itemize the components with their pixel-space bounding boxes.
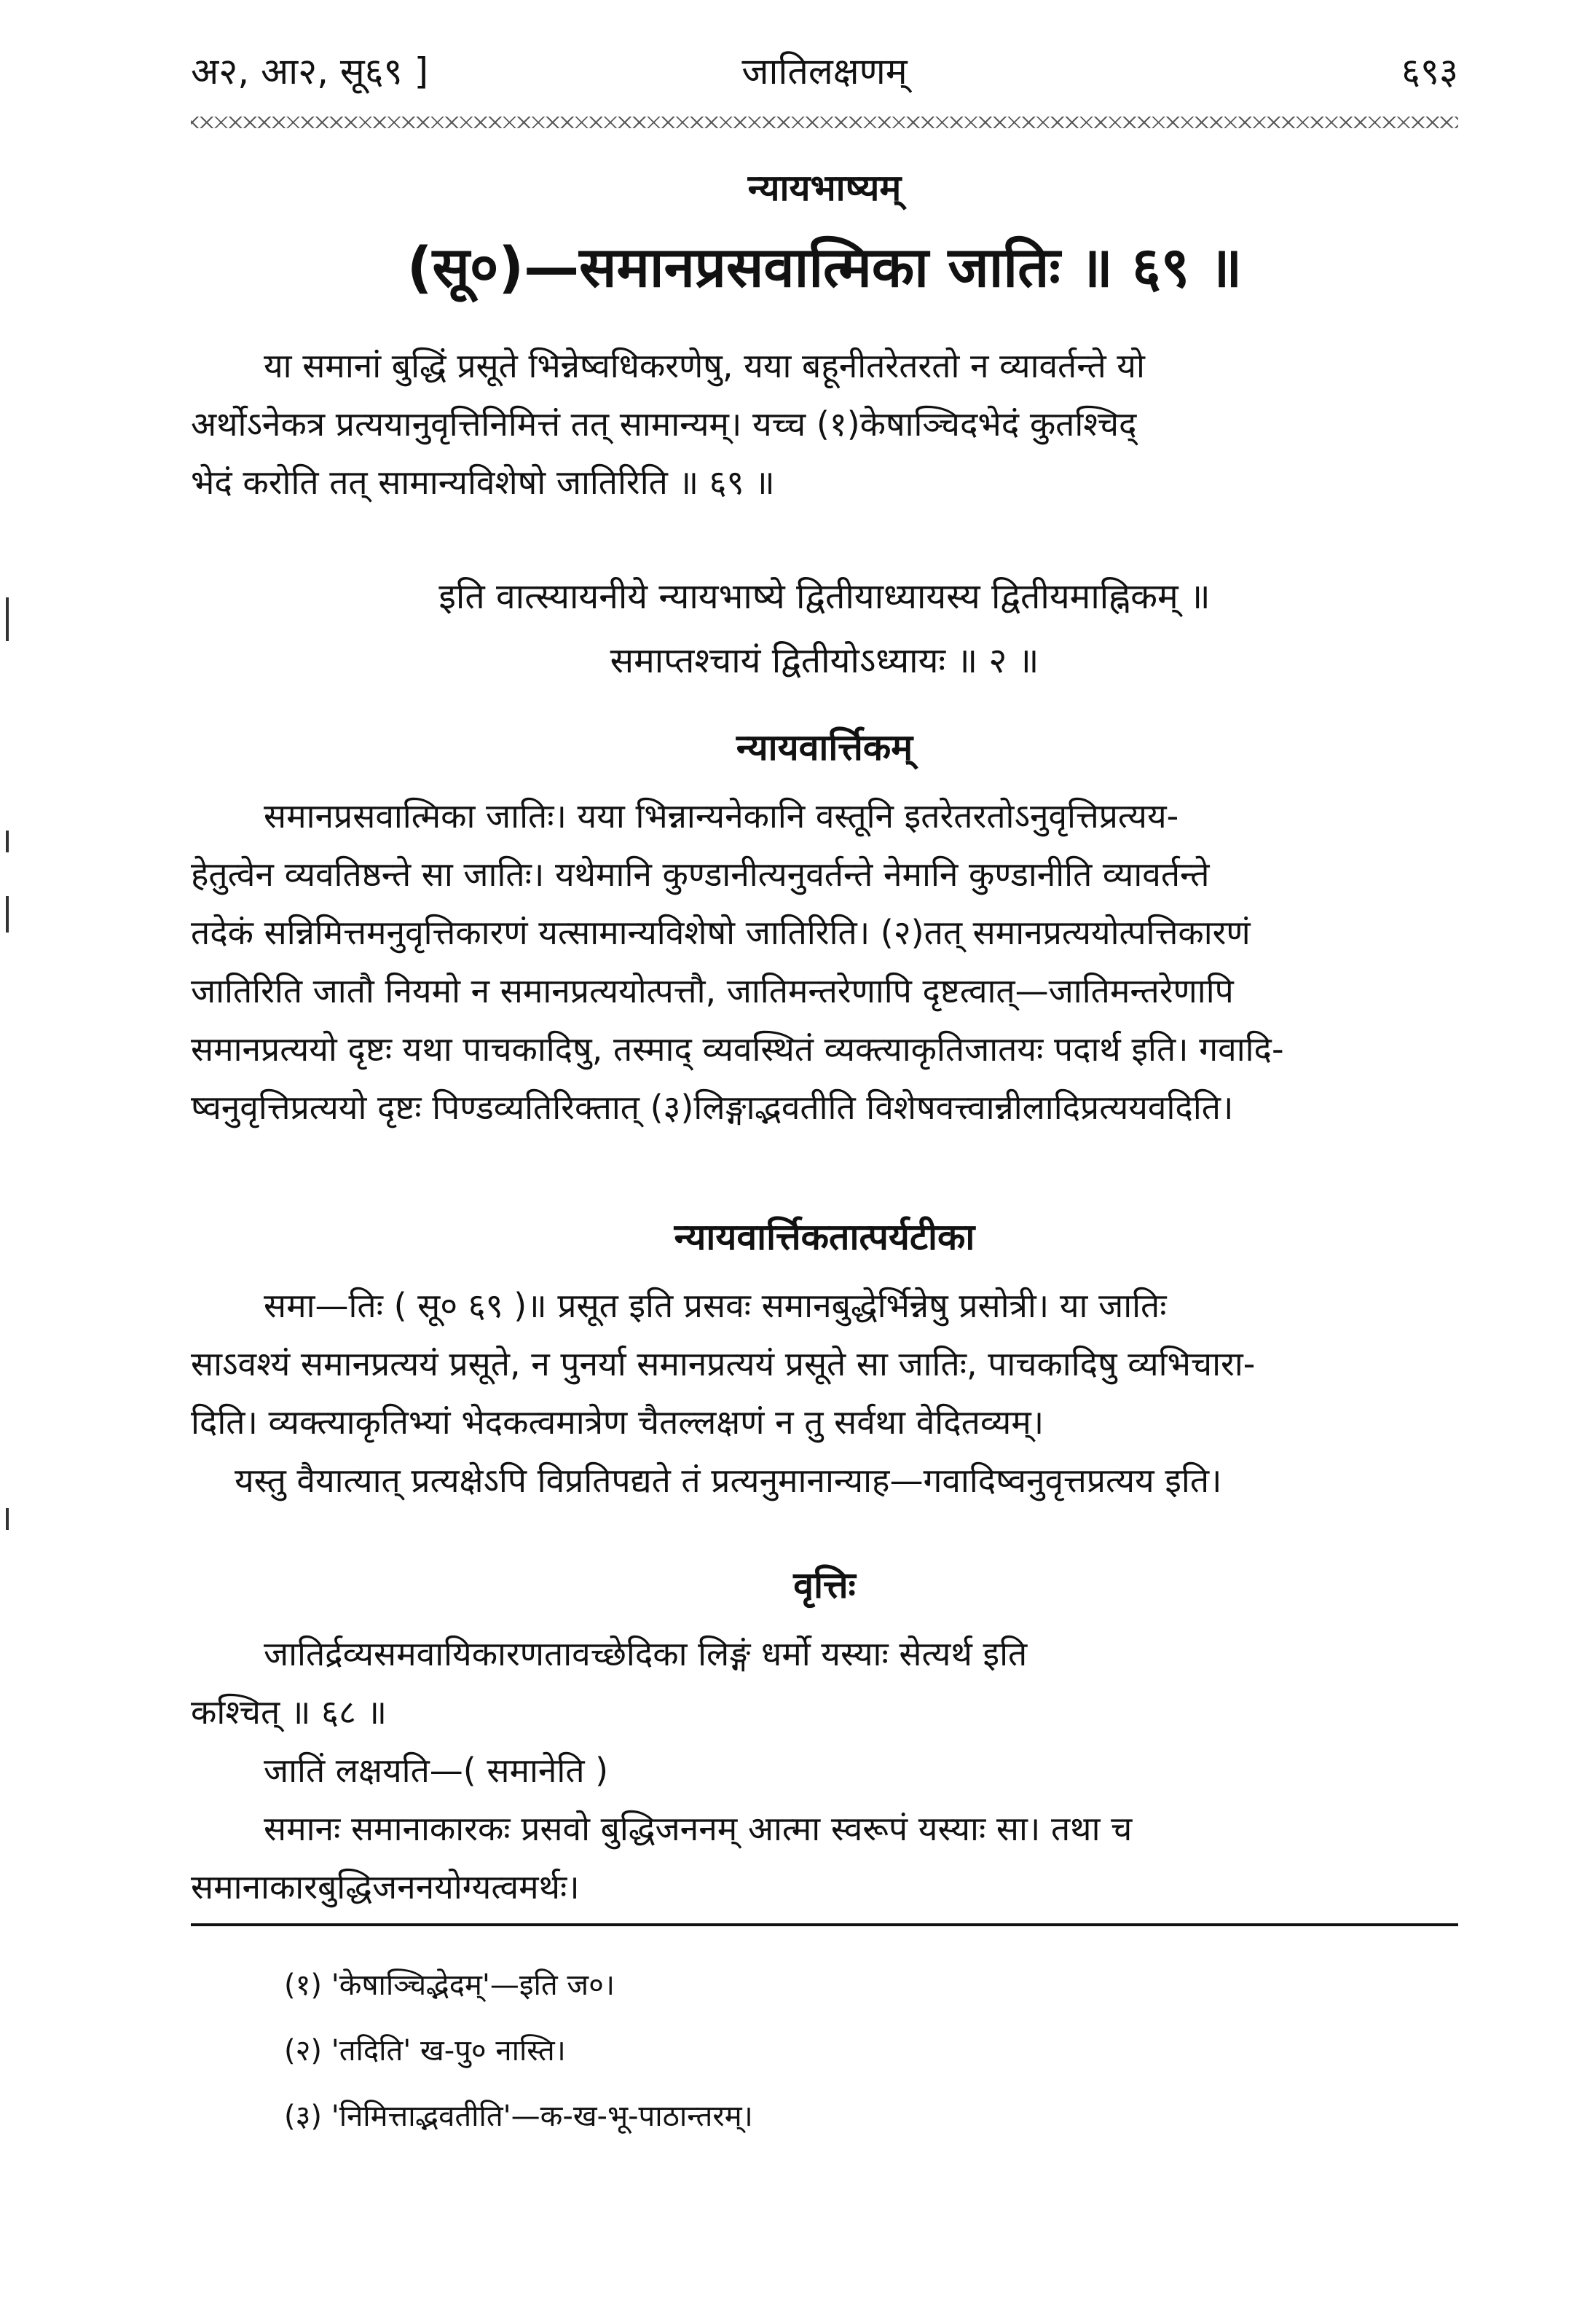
scan-margin-mark bbox=[6, 831, 9, 852]
tika-line: दिति। व्यक्त्याकृतिभ्यां भेदकत्वमात्रेण चैतल्लक्षणं न तु सर्वथा वेदितव्यम्। bbox=[191, 1402, 1044, 1442]
running-header bbox=[191, 42, 1458, 101]
vritti-paragraph bbox=[191, 1625, 1458, 1916]
tika-paragraph bbox=[191, 1276, 1458, 1510]
section-heading-tika: न्यायवार्त्तिकतात्पर्यटीका bbox=[674, 1216, 975, 1258]
header-title: जातिलक्षणम् bbox=[741, 50, 908, 93]
tika-line: समा—तिः ( सू० ६९ )॥ प्रसूत इति प्रसवः समानबुद्धेर्भिन्नेषु प्रसोत्री। या जातिः bbox=[264, 1286, 1167, 1325]
vartika-line: तदेकं सन्निमित्तमनुवृत्तिकारणं यत्सामान्यविशेषो जातिरिति। (२)तत् समानप्रत्ययोत्पत्तिकारणं bbox=[191, 913, 1251, 952]
vartika-line: हेतुत्वेन व्यवतिष्ठन्ते सा जातिः। यथेमानि कुण्डानीत्यनुवर्तन्ते नेमानि कुण्डानीति व्यावर्तन्ते bbox=[191, 855, 1210, 894]
vartika-line: समानप्रसवात्मिका जातिः। यया भिन्नान्यनेकानि वस्तूनि इतरेतरतोऽनुवृत्तिप्रत्यय- bbox=[264, 796, 1179, 836]
tika-line: यस्तु वैयात्यात् प्रत्यक्षेऽपि विप्रतिपद्यते तं प्रत्यनुमानान्याह—गवादिष्वनुवृत्तप्रत्यय इति। bbox=[235, 1461, 1222, 1500]
scan-margin-mark bbox=[6, 896, 9, 933]
colophon-line: समाप्तश्चायं द्वितीयोऽध्यायः ॥ २ ॥ bbox=[610, 640, 1039, 681]
vartika-line: ष्वनुवृत्तिप्रत्ययो दृष्टः पिण्डव्यतिरिक्तात् (३)लिङ्गाद्भवतीति विशेषवत्त्वान्नीलादिप्रत्ययवदिति। bbox=[191, 1088, 1234, 1127]
section-heading-vartika: न्यायवार्त्तिकम् bbox=[736, 726, 913, 769]
colophon-line: इति वात्स्यायनीये न्यायभाष्ये द्वितीयाध्यायस्य द्वितीयमाह्निकम् ॥ bbox=[438, 576, 1211, 617]
vritti-line: जातिर्द्रव्यसमवायिकारणतावच्छेदिका लिङ्गं धर्मो यस्याः सेत्यर्थ इति bbox=[264, 1634, 1028, 1673]
vartika-line: समानप्रत्ययो दृष्टः यथा पाचकादिषु, तस्माद् व्यवस्थितं व्यक्त्याकृतिजातयः पदार्थ इति। गवादि- bbox=[191, 1029, 1284, 1069]
footnotes bbox=[284, 1952, 1449, 2149]
vritti-line: समानः समानाकारकः प्रसवो बुद्धिजननम् आत्मा स्वरूपं यस्याः सा। तथा च bbox=[264, 1809, 1133, 1848]
scan-margin-mark bbox=[6, 1508, 9, 1530]
footnote: (२) 'तदिति' ख-पु० नास्ति। bbox=[284, 2034, 566, 2068]
vartika-paragraph bbox=[191, 787, 1458, 1137]
tika-line: साऽवश्यं समानप्रत्ययं प्रसूते, न पुनर्या समानप्रत्ययं प्रसूते सा जातिः, पाचकादिषु व्यभिचारा- bbox=[191, 1344, 1256, 1383]
bhashya-line: या समानां बुद्धिं प्रसूते भिन्नेष्वधिकरणेषु, यया बहूनीतरेतरतो न व्यावर्तन्ते यो bbox=[264, 346, 1145, 385]
bhashya-line: भेदं करोति तत् सामान्यविशेषो जातिरिति ॥ ६९ ॥ bbox=[191, 463, 775, 502]
header-reference: अ२, आ२, सू६९ ] bbox=[191, 50, 429, 93]
vritti-line: समानाकारबुद्धिजननयोग्यत्वमर्थः। bbox=[191, 1867, 580, 1907]
sutra-title: (सू०)—समानप्रसवात्मिका जातिः ॥ ६९ ॥ bbox=[406, 235, 1243, 299]
bhashya-paragraph bbox=[191, 337, 1458, 511]
vritti-line: जातिं लक्षयति—( समानेति ) bbox=[264, 1751, 609, 1790]
bhashya-line: अर्थोऽनेकत्र प्रत्ययानुवृत्तिनिमित्तं तत् सामान्यम्। यच्च (१)केषाञ्चिदभेदं कुतश्चिद् bbox=[191, 404, 1137, 444]
section-heading-vritti: वृत्तिः bbox=[793, 1564, 856, 1606]
scan-margin-mark bbox=[6, 597, 9, 641]
section-heading-bhashya: न्यायभाष्यम् bbox=[747, 167, 902, 209]
footnote: (१) 'केषाञ्चिद्भेदम्'—इति ज०। bbox=[284, 1968, 615, 2002]
page-number: ६९३ bbox=[1401, 50, 1458, 93]
vartika-line: जातिरिति जातौ नियमो न समानप्रत्ययोत्पत्तौ, जातिमन्तरेणापि दृष्टत्वात्—जातिमन्तरेणापि bbox=[191, 971, 1234, 1010]
header-wavy-rule bbox=[191, 117, 1458, 128]
footnote: (३) 'निमित्ताद्भवतीति'—क-ख-भू-पाठान्तरम्। bbox=[284, 2100, 753, 2133]
footnote-rule bbox=[191, 1923, 1458, 1926]
vritti-line: कश्चित् ॥ ६८ ॥ bbox=[191, 1692, 387, 1732]
